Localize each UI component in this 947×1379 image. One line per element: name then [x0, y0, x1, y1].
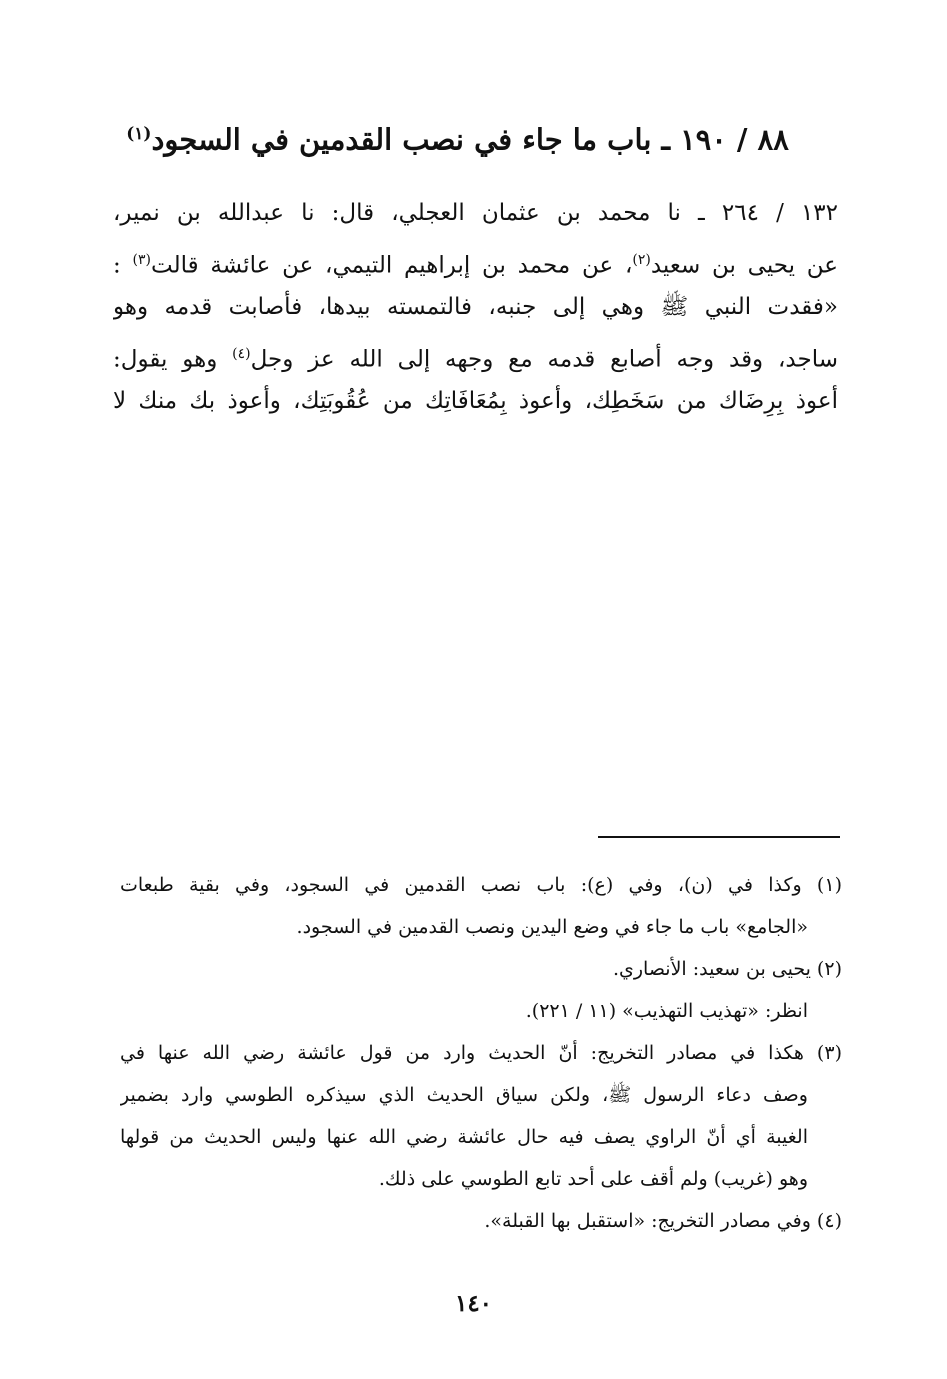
hadith-line-4	[113, 331, 838, 378]
footnote-separator	[598, 836, 840, 838]
footnote-ref-2: (٢)	[632, 252, 651, 268]
footnote-3-line-1: (٣) هكذا في مصادر التخريج: أنّ الحديث وارد من قول عائشة رضي الله عنها في	[120, 1042, 842, 1064]
hadith-line-5: أعوذ بِرِضَاك من سَخَطِك، وأعوذ بِمُعَافَاتِك من عُقُوبَتِك، وأعوذ بك منك لا	[113, 388, 838, 414]
narrator-chain-text: ، عن محمد بن إبراهيم التيمي، عن عائشة قالت	[150, 252, 633, 279]
hadith-line-4-text: ساجد، وقد وجه أصابع قدمه مع وجهه إلى الله عز وجل	[250, 346, 838, 373]
hadith-line-4-end: وهو يقول:	[113, 346, 233, 373]
footnote-1-line-2: «الجامع» باب ما جاء في وضع اليدين ونصب القدمين في السجود.	[296, 916, 808, 938]
chapter-title-text: ٨٨ / ١٩٠ ـ باب ما جاء في نصب القدمين في السجود	[151, 122, 789, 157]
footnote-ref-1: (١)	[126, 124, 152, 144]
chapter-title	[115, 112, 800, 162]
footnotes	[120, 864, 842, 1242]
footnote-2-line-2: انظر: «تهذيب التهذيب» (١١ / ٢٢١).	[525, 1000, 808, 1022]
hadith-line-2	[113, 237, 838, 284]
footnote-3-line-3: الغيبة أي أنّ الراوي يصف فيه حال عائشة رضي الله عنها وليس الحديث من قولها	[120, 1126, 808, 1148]
hadith-line-1: ١٣٢ / ٢٦٤ ـ نا محمد بن عثمان العجلي، قال: نا عبدالله بن نمير،	[113, 200, 838, 226]
hadith-line-3: «فقدت النبي ﷺ وهي إلى جنبه، فالتمسته بيدها، فأصابت قدمه وهو	[113, 294, 838, 320]
footnote-ref-3: (٣)	[132, 252, 151, 268]
footnote-ref-4: (٤)	[232, 346, 251, 362]
footnote-3-line-4: وهو (غريب) ولم أقف على أحد تابع الطوسي على ذلك.	[378, 1168, 808, 1190]
footnote-3-line-2: وصف دعاء الرسول ﷺ، ولكن سياق الحديث الذي سيذكره الطوسي وارد بضمير	[120, 1084, 808, 1106]
narrator-text: عن يحيى بن سعيد	[650, 252, 838, 279]
colon-text: :	[113, 252, 133, 279]
hadith-text	[113, 190, 838, 425]
footnote-2-line-1: (٢) يحيى بن سعيد: الأنصاري.	[612, 958, 842, 980]
footnote-1-line-1: (١) وكذا في (ن)، وفي (ع): باب نصب القدمين في السجود، وفي بقية طبعات	[120, 874, 842, 896]
footnote-4-line-1: (٤) وفي مصادر التخريج: «استقبل بها القبلة».	[484, 1210, 842, 1232]
page-number: ١٤٠	[454, 1290, 493, 1317]
